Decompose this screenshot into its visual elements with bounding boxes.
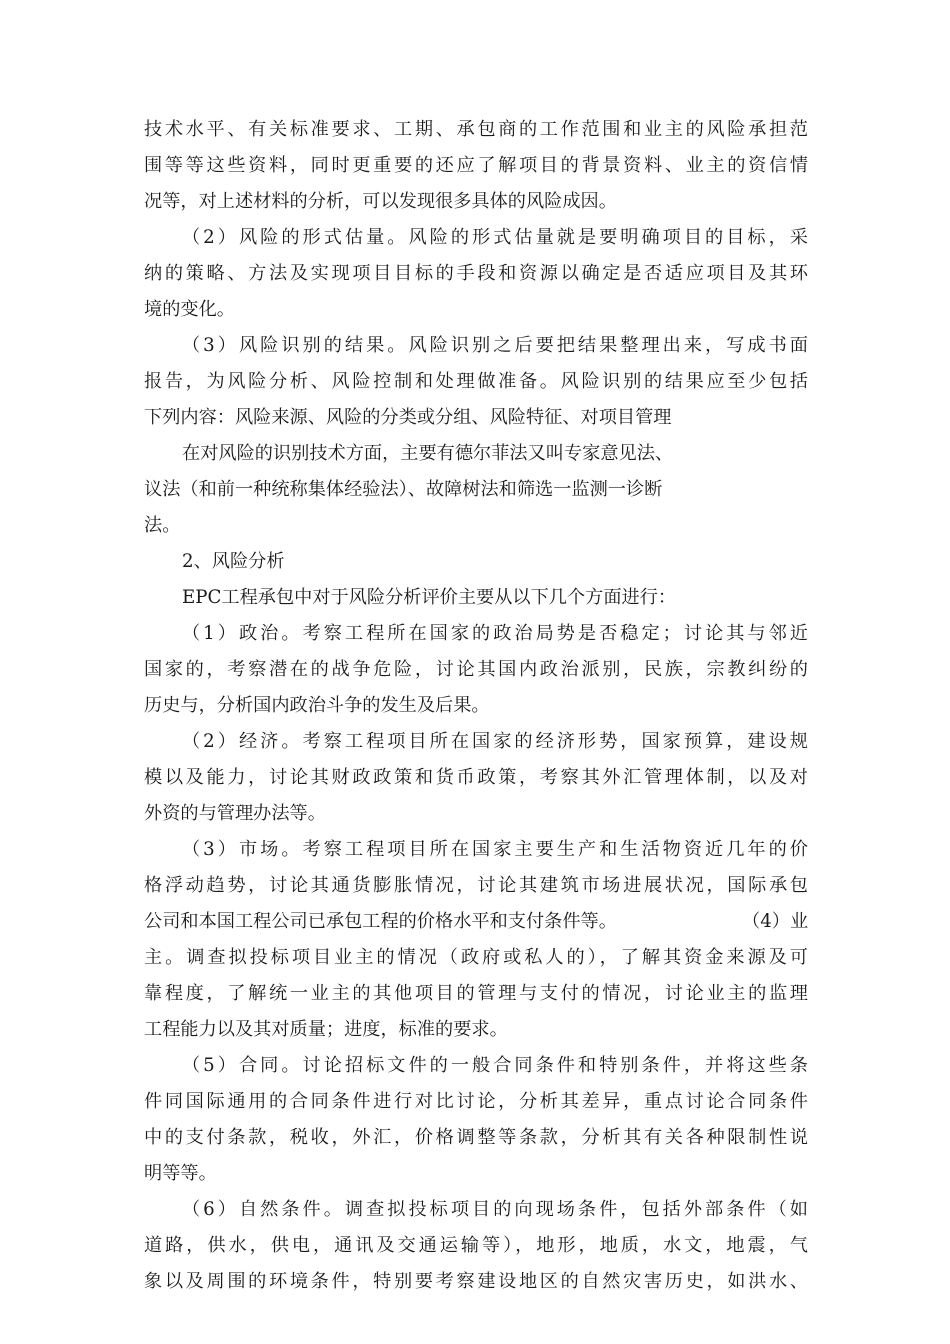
- paragraph-line-fragment: （4）业: [742, 911, 808, 932]
- paragraph-line: 境的变化。: [144, 299, 235, 320]
- paragraph-line: 外资的与管理办法等。: [144, 803, 326, 824]
- paragraph-line: 主。调查拟投标项目业主的情况（政府或私人的），了解其资金来源及可: [144, 947, 808, 968]
- paragraph-line: （6）自然条件。调查拟投标项目的向现场条件，包括外部条件（如: [182, 1199, 808, 1220]
- paragraph-line: 中的支付条款，税收，外汇，价格调整等条款，分析其有关各种限制性说: [144, 1127, 808, 1148]
- paragraph-line: 模以及能力，讨论其财政政策和货币政策，考察其外汇管理体制，以及对: [144, 767, 808, 788]
- paragraph-line: 公司和本国工程公司已承包工程的价格水平和支付条件等。: [144, 911, 617, 932]
- paragraph-line: （3）风险识别的结果。风险识别之后要把结果整理出来，写成书面: [182, 335, 808, 356]
- paragraph-line: （2）经济。考察工程项目所在国家的经济形势，国家预算，建设规: [182, 731, 808, 752]
- paragraph-line: 国家的，考察潜在的战争危险，讨论其国内政治派别，民族，宗教纠纷的: [144, 659, 808, 680]
- paragraph-line: 件同国际通用的合同条件进行对比讨论，分析其差异，重点讨论合同条件: [144, 1091, 808, 1112]
- paragraph-line: 工程能力以及其对质量；进度，标准的要求。: [144, 1019, 508, 1040]
- paragraph-line: 围等等这些资料，同时更重要的还应了解项目的背景资料、业主的资信情: [144, 155, 808, 176]
- paragraph-line: （5）合同。讨论招标文件的一般合同条件和特别条件，并将这些条: [182, 1055, 808, 1076]
- paragraph-line: 下列内容：风险来源、风险的分类或分组、风险特征、对项目管理: [144, 407, 672, 428]
- paragraph-line: 明等等。: [144, 1163, 217, 1184]
- paragraph-line: （3）市场。考察工程项目所在国家主要生产和生活物资近几年的价: [182, 839, 808, 860]
- paragraph-line: 技术水平、有关标准要求、工期、承包商的工作范围和业主的风险承担范: [144, 119, 808, 140]
- paragraph-line: 靠程度，了解统一业主的其他项目的管理与支付的情况，讨论业主的监理: [144, 983, 808, 1004]
- paragraph-line: 道路，供水，供电，通讯及交通运输等），地形，地质，水文，地震，气: [144, 1235, 808, 1256]
- paragraph-line: 格浮动趋势，讨论其通货膨胀情况，讨论其建筑市场进展状况，国际承包: [144, 875, 808, 896]
- paragraph-line: 报告，为风险分析、风险控制和处理做准备。风险识别的结果应至少包括: [144, 371, 808, 392]
- paragraph-line: 象以及周围的环境条件，特别要考察建设地区的自然灾害历史，如洪水、: [144, 1271, 808, 1292]
- paragraph-line: EPC工程承包中对于风险分析评价主要从以下几个方面进行：: [182, 587, 677, 608]
- paragraph-line: 历史与，分析国内政治斗争的发生及后果。: [144, 695, 490, 716]
- paragraph-line: （2）风险的形式估量。风险的形式估量就是要明确项目的目标，采: [182, 227, 808, 248]
- paragraph-line: 况等，对上述材料的分析，可以发现很多具体的风险成因。: [144, 191, 617, 212]
- paragraph-line: 在对风险的识别技术方面，主要有德尔菲法又叫专家意见法、: [182, 443, 674, 464]
- section-heading: 2、风险分析: [182, 551, 285, 572]
- paragraph-line: 纳的策略、方法及实现项目目标的手段和资源以确定是否适应项目及其环: [144, 263, 808, 284]
- paragraph-line: 法。: [144, 515, 181, 536]
- paragraph-line: 议法（和前一种统称集体经验法）、故障树法和筛选一监测一诊断: [144, 479, 663, 500]
- paragraph-line: （1）政治。考察工程所在国家的政治局势是否稳定；讨论其与邻近: [182, 623, 808, 644]
